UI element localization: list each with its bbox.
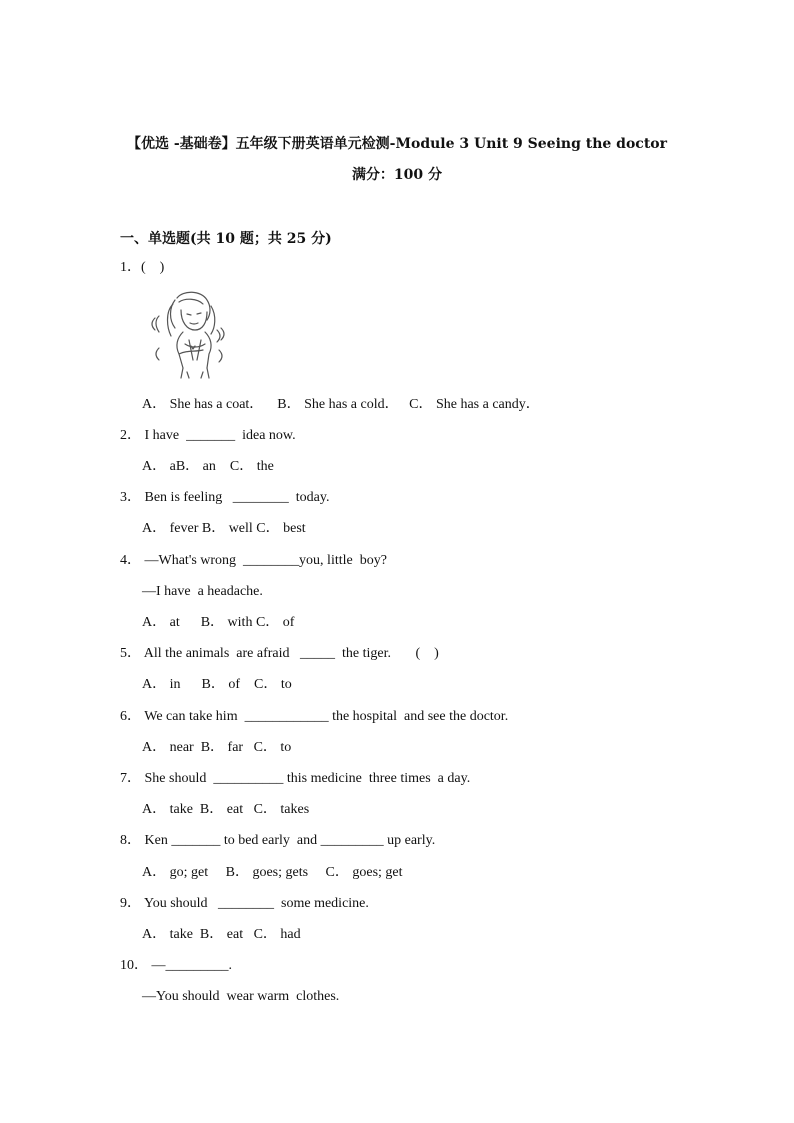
question-9-stem: 9． You should ________ some medicine.	[120, 896, 369, 911]
question-10-reply: —You should wear warm clothes.	[142, 989, 340, 1004]
question-10-stem: 10． —_________.	[120, 958, 232, 973]
question-8-options: A． go; get B． goes; gets C． goes; get	[142, 865, 403, 880]
question-5-options: A． in B． of C． to	[142, 677, 292, 692]
question-8-stem: 8． Ken _______ to bed early and _________ up early.	[120, 833, 436, 848]
question-5-stem: 5． All the animals are afraid _____ the tiger. ( )	[120, 646, 439, 661]
question-1-stem: 1．( )	[120, 260, 165, 275]
question-2-stem: 2． I have _______ idea now.	[120, 428, 296, 443]
question-3-stem: 3． Ben is feeling ________ today.	[120, 490, 330, 505]
question-3-options: A． fever B． well C． best	[142, 521, 306, 536]
full-score: 满分：100 分	[351, 167, 443, 183]
question-4-reply: —I have a headache.	[142, 584, 263, 599]
page-title: 【优选 -基础卷】五年级下册英语单元检测-Module 3 Unit 9 Seeing the doctor	[126, 136, 668, 152]
question-7-options: A． take B． eat C． takes	[142, 802, 310, 817]
question-9-options: A． take B． eat C． had	[142, 927, 301, 942]
question-4-options: A． at B． with C． of	[142, 615, 295, 630]
question-2-options: A． aB． an C． the	[142, 459, 274, 474]
question-1-options: A． She has a coat． B． She has a cold． C． She has a candy．	[142, 397, 540, 412]
question-7-stem: 7． She should __________ this medicine three times a day.	[120, 771, 471, 786]
question-6-stem: 6． We can take him ____________ the hospital and see the doctor.	[120, 709, 509, 724]
section-heading: 一、单选题(共 10 题；共 25 分)	[120, 231, 332, 247]
question-4-stem: 4． —What's wrong ________you, little boy?	[120, 553, 387, 568]
question-6-options: A． near B． far C． to	[142, 740, 292, 755]
sick-girl-illustration	[145, 288, 230, 380]
